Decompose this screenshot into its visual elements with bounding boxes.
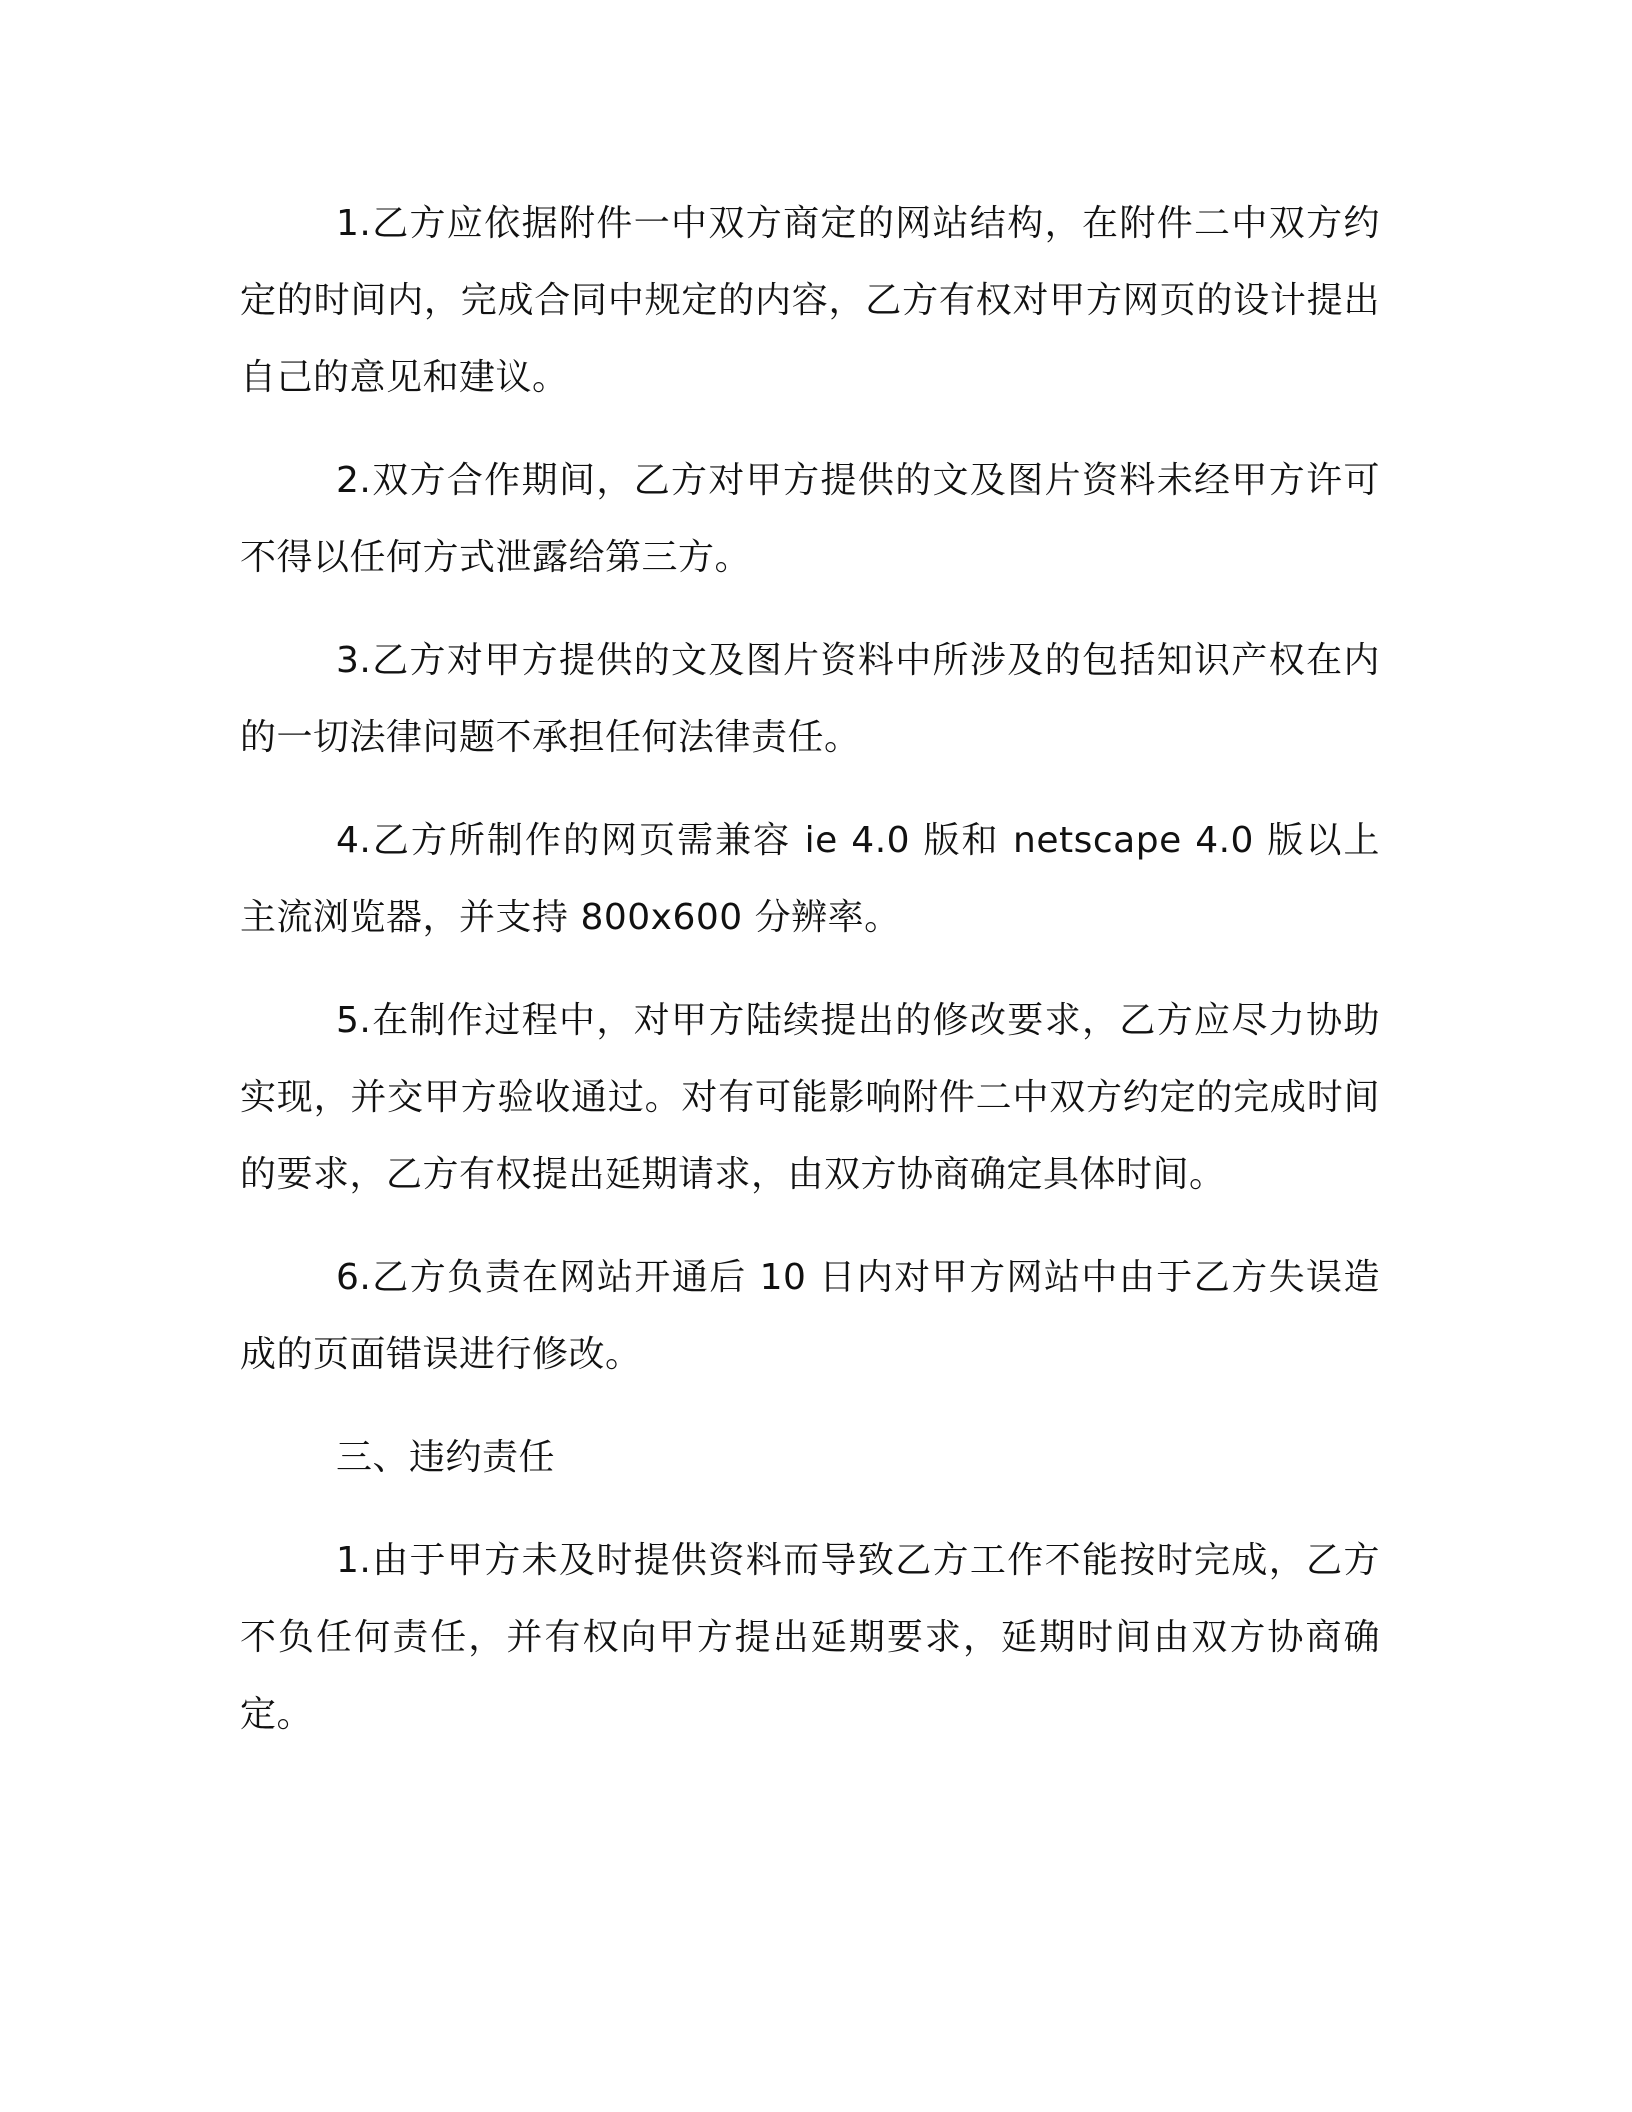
clause-paragraph-3: 3.乙方对甲方提供的文及图片资料中所涉及的包括知识产权在内的一切法律问题不承担任何法律责任。: [240, 640, 1380, 758]
clause-paragraph-6: 6.乙方负责在网站开通后 10 日内对甲方网站中由于乙方失误造成的页面错误进行修改。: [240, 1257, 1380, 1375]
clause-paragraph-1: 1.乙方应依据附件一中双方商定的网站结构，在附件二中双方约定的时间内，完成合同中规定的内容，乙方有权对甲方网页的设计提出自己的意见和建议。: [240, 203, 1380, 398]
breach-paragraph-1: 1.由于甲方未及时提供资料而导致乙方工作不能按时完成，乙方不负任何责任，并有权向甲方提出延期要求，延期时间由双方协商确定。: [240, 1540, 1380, 1735]
document-body: [240, 185, 1380, 1779]
section-heading-breach: 三、违约责任: [336, 1437, 556, 1478]
clause-paragraph-5: 5.在制作过程中，对甲方陆续提出的修改要求，乙方应尽力协助实现，并交甲方验收通过。对有可能影响附件二中双方约定的完成时间的要求，乙方有权提出延期请求，由双方协商确定具体时间。: [240, 1000, 1380, 1195]
clause-paragraph-2: 2.双方合作期间，乙方对甲方提供的文及图片资料未经甲方许可不得以任何方式泄露给第三方。: [240, 460, 1380, 578]
clause-paragraph-4: 4.乙方所制作的网页需兼容 ie 4.0 版和 netscape 4.0 版以上主流浏览器，并支持 800x600 分辨率。: [240, 820, 1380, 938]
